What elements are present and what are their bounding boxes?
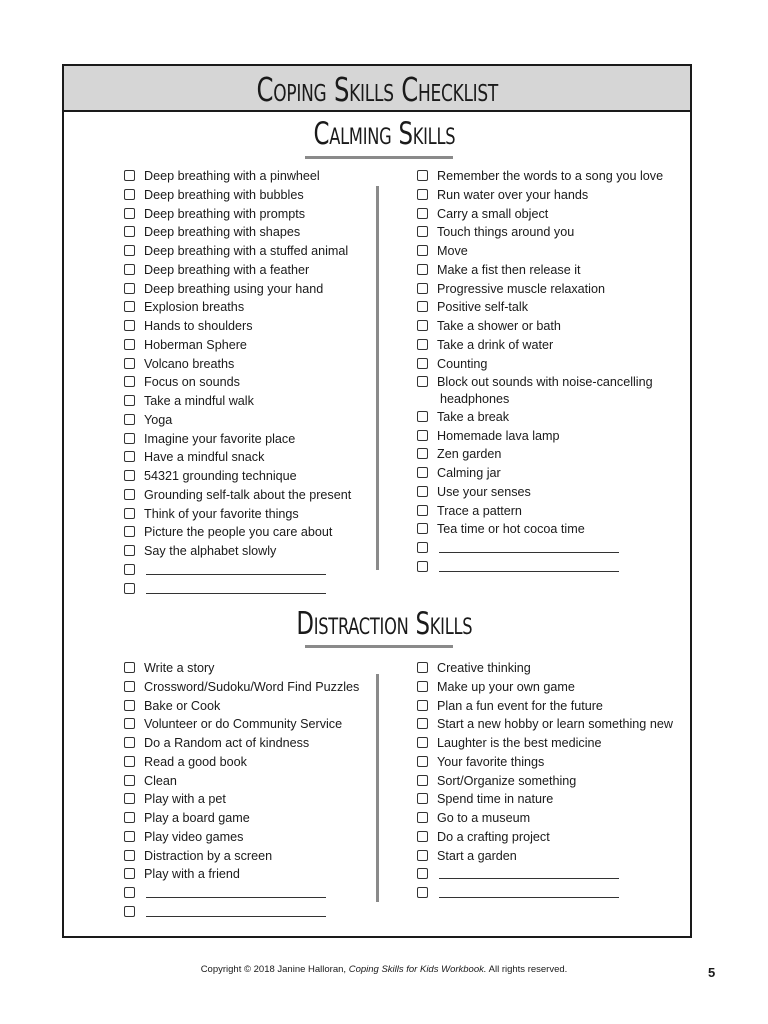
checkbox[interactable] [417, 376, 428, 387]
checkbox[interactable] [124, 376, 135, 387]
checkbox[interactable] [417, 681, 428, 692]
checkbox[interactable] [417, 868, 428, 879]
checkbox[interactable] [124, 395, 135, 406]
checklist-item-label: Imagine your favorite place [144, 431, 296, 446]
checklist-item-label: Calming jar [437, 466, 501, 480]
checkbox[interactable] [417, 831, 428, 842]
checkbox[interactable] [124, 868, 135, 879]
write-in-line[interactable] [439, 552, 619, 553]
checklist-item-label: Plan a fun event for the future [437, 698, 603, 713]
checklist-item-label: Picture the people you care about [144, 525, 333, 540]
checklist-item-label: Deep breathing with a feather [144, 262, 310, 277]
checklist-item-label: Deep breathing with a stuffed animal [144, 244, 349, 258]
checkbox[interactable] [417, 486, 428, 497]
checklist-item-label: Volcano breaths [144, 356, 235, 371]
distraction-column-divider [376, 674, 379, 902]
checklist-item-label: Hands to shoulders [144, 319, 253, 333]
checkbox[interactable] [124, 756, 135, 767]
checkbox[interactable] [124, 906, 135, 917]
checklist-item-label: Play video games [144, 829, 244, 844]
checklist-item-label: Start a garden [437, 848, 517, 863]
checklist-item-label: Deep breathing with shapes [144, 225, 301, 240]
checkbox[interactable] [417, 411, 428, 422]
checklist-item-label: Crossword/Sudoku/Word Find Puzzles [144, 679, 360, 694]
footer [0, 964, 768, 975]
checkbox[interactable] [417, 264, 428, 275]
checkbox[interactable] [124, 358, 135, 369]
checklist-item-label: Volunteer or do Community Service [144, 717, 343, 732]
checklist-item-label: Bake or Cook [144, 698, 221, 713]
checklist-item-label: Say the alphabet slowly [144, 544, 277, 558]
checkbox[interactable] [124, 320, 135, 331]
checklist-item-label: Clean [144, 773, 177, 788]
checkbox[interactable] [124, 451, 135, 462]
write-in-line[interactable] [146, 897, 326, 898]
checkbox[interactable] [124, 489, 135, 500]
checklist-item-label: Take a mindful walk [144, 394, 254, 408]
checklist-item-label: Deep breathing with bubbles [144, 187, 304, 202]
checkbox[interactable] [124, 793, 135, 804]
checkbox[interactable] [124, 850, 135, 861]
checklist-item-label: Explosion breaths [144, 300, 245, 315]
checkbox[interactable] [417, 542, 428, 553]
checklist-item-label: Distraction by a screen [144, 848, 273, 863]
distraction-left-column [124, 659, 374, 929]
checklist-item-label: Run water over your hands [437, 187, 589, 202]
checkbox[interactable] [124, 545, 135, 556]
checklist-item-label: Think of your favorite things [144, 506, 299, 521]
calming-skills-heading: Calming Skills [313, 116, 455, 152]
checkbox[interactable] [417, 226, 428, 237]
checklist-item-label: Take a drink of water [437, 337, 554, 352]
checkbox[interactable] [417, 208, 428, 219]
calming-left-column [124, 167, 374, 607]
page-number: 5 [708, 965, 716, 980]
checklist-item-label: Move [437, 244, 468, 258]
checklist-item-label: Take a break [437, 409, 510, 424]
checklist-item-label: Deep breathing with prompts [144, 206, 306, 221]
checkbox[interactable] [124, 339, 135, 350]
checkbox[interactable] [124, 301, 135, 312]
checkbox[interactable] [417, 775, 428, 786]
checkbox[interactable] [124, 681, 135, 692]
checklist-item-label: Deep breathing using your hand [144, 281, 324, 296]
checklist-item-label: Creative thinking [437, 661, 531, 675]
checklist-item-label: Positive self-talk [437, 300, 528, 315]
checklist-item-label: Sort/Organize something [437, 773, 577, 788]
checklist-item-label: Your favorite things [437, 754, 545, 769]
checkbox[interactable] [417, 718, 428, 729]
checklist-item-label: Block out sounds with noise-cancelling [437, 375, 653, 390]
distraction-heading-wrap [0, 606, 768, 642]
checkbox[interactable] [124, 700, 135, 711]
page-title: Coping Skills Checklist [256, 70, 498, 109]
checkbox[interactable] [417, 887, 428, 898]
checklist-item-label: Play with a friend [144, 867, 240, 882]
write-in-line[interactable] [146, 916, 326, 917]
write-in-line[interactable] [439, 878, 619, 879]
checklist-item-label: Make a fist then release it [437, 262, 581, 277]
checklist-item-label: Trace a pattern [437, 503, 522, 518]
checkbox[interactable] [417, 467, 428, 478]
checklist-item-label: Progressive muscle relaxation [437, 281, 605, 296]
checklist-item-label: Spend time in nature [437, 792, 554, 807]
title-bar [64, 66, 690, 112]
checkbox[interactable] [417, 505, 428, 516]
checkbox[interactable] [417, 700, 428, 711]
checkbox[interactable] [124, 718, 135, 729]
distraction-heading-rule [305, 645, 453, 648]
checkbox[interactable] [417, 430, 428, 441]
checklist-item-label: Touch things around you [437, 225, 575, 240]
checklist-item-label: Write a story [144, 661, 215, 675]
checkbox[interactable] [417, 358, 428, 369]
checkbox[interactable] [124, 189, 135, 200]
checklist-item-label: Deep breathing with a pinwheel [144, 169, 320, 183]
checklist-item-label: Make up your own game [437, 679, 575, 694]
checklist-item-label: Play with a pet [144, 792, 226, 807]
write-in-line[interactable] [439, 897, 619, 898]
checklist-item-label: Start a new hobby or learn something new [437, 717, 673, 732]
checklist-item-label: Laughter is the best medicine [437, 736, 602, 750]
checkbox[interactable] [124, 170, 135, 181]
checklist-item-label: 54321 grounding technique [144, 469, 297, 483]
checkbox[interactable] [417, 189, 428, 200]
checkbox[interactable] [124, 737, 135, 748]
checklist-item-label: Tea time or hot cocoa time [437, 522, 585, 537]
checklist-item-label: Have a mindful snack [144, 450, 265, 465]
checkbox[interactable] [417, 448, 428, 459]
checkbox[interactable] [417, 245, 428, 256]
checklist-item-label: Go to a museum [437, 811, 531, 825]
checkbox[interactable] [124, 433, 135, 444]
checklist-item-label: Read a good book [144, 754, 247, 769]
checkbox[interactable] [124, 226, 135, 237]
checkbox[interactable] [417, 756, 428, 767]
checkbox[interactable] [417, 561, 428, 572]
checklist-item-label: Focus on sounds [144, 375, 240, 390]
footer-book-title: Coping Skills for Kids Workbook. [348, 964, 487, 975]
checkbox[interactable] [124, 831, 135, 842]
checklist-item-label: Hoberman Sphere [144, 337, 247, 352]
write-in-line[interactable] [439, 571, 619, 572]
checkbox[interactable] [124, 245, 135, 256]
checklist-item-label: Carry a small object [437, 206, 549, 221]
checklist-item-label: Remember the words to a song you love [437, 169, 664, 183]
checkbox[interactable] [124, 414, 135, 425]
checkbox[interactable] [124, 583, 135, 594]
checklist-item-label: Homemade lava lamp [437, 428, 560, 443]
checkbox[interactable] [417, 793, 428, 804]
calming-column-divider [376, 186, 379, 570]
checklist-item-label: Yoga [144, 412, 173, 427]
checkbox[interactable] [417, 523, 428, 534]
checkbox[interactable] [417, 737, 428, 748]
checkbox[interactable] [124, 470, 135, 481]
checklist-item-label: Grounding self-talk about the present [144, 487, 352, 502]
checkbox[interactable] [124, 775, 135, 786]
distraction-right-column [417, 659, 692, 909]
write-in-line[interactable] [146, 593, 326, 594]
checkbox[interactable] [124, 526, 135, 537]
checkbox[interactable] [417, 301, 428, 312]
checkbox[interactable] [124, 662, 135, 673]
distraction-skills-heading: Distraction Skills [295, 606, 473, 642]
checkbox[interactable] [417, 850, 428, 861]
calming-right-column [417, 167, 692, 587]
checkbox[interactable] [417, 170, 428, 181]
checkbox[interactable] [124, 208, 135, 219]
checklist-item-label: Zen garden [437, 447, 502, 462]
checklist-item-label: Counting [437, 356, 488, 371]
footer-rights: All rights reserved. [486, 964, 568, 975]
checklist-item-label: Do a Random act of kindness [144, 736, 310, 750]
checklist-item-label: Take a shower or bath [437, 319, 561, 333]
checkbox[interactable] [124, 508, 135, 519]
checkbox[interactable] [124, 564, 135, 575]
checkbox[interactable] [417, 320, 428, 331]
checkbox[interactable] [124, 812, 135, 823]
calming-heading-rule [305, 156, 453, 159]
checklist-item-label: Play a board game [144, 811, 250, 825]
checklist-item-label: Use your senses [437, 484, 531, 499]
checklist-item-label: Do a crafting project [437, 829, 550, 844]
checklist-item-label-continuation: headphones [440, 392, 510, 407]
checkbox[interactable] [124, 264, 135, 275]
checkbox[interactable] [417, 283, 428, 294]
calming-heading-wrap [0, 116, 768, 152]
checkbox[interactable] [124, 887, 135, 898]
checkbox[interactable] [417, 662, 428, 673]
write-in-line[interactable] [146, 574, 326, 575]
checkbox[interactable] [124, 283, 135, 294]
checkbox[interactable] [417, 339, 428, 350]
footer-copyright: Copyright © 2018 Janine Halloran, [200, 964, 349, 975]
checkbox[interactable] [417, 812, 428, 823]
